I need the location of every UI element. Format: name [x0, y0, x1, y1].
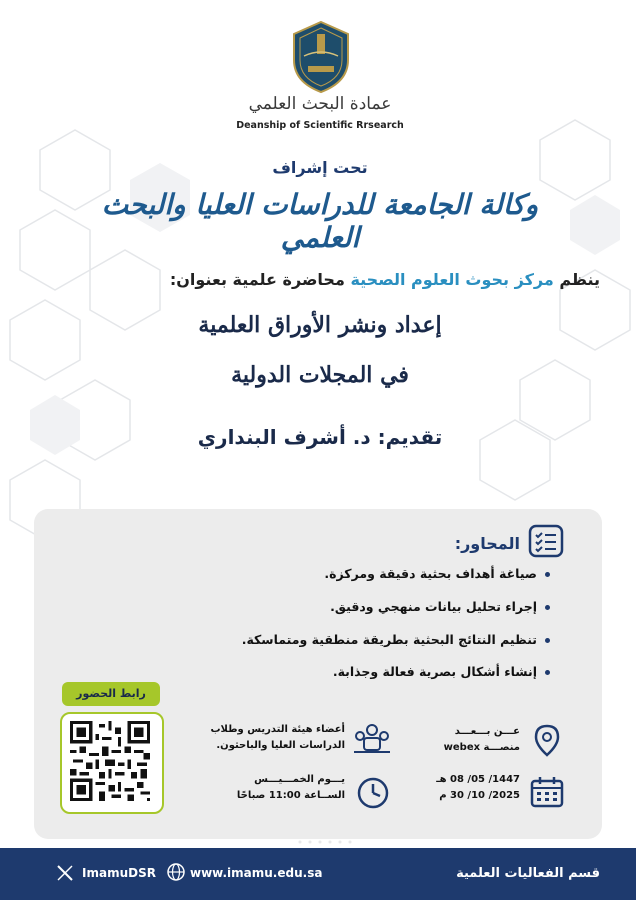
dates-text: 1447/ 05/ 08 هـ 2025/ 10/ 30 م — [436, 774, 520, 801]
footer-department: قسم الفعاليات العلمية — [456, 866, 600, 881]
bullet-icon — [545, 572, 550, 577]
axes-heading: المحاور: — [454, 534, 520, 553]
x-logo-icon — [56, 864, 74, 882]
logo-caption-arabic: عمادة البحث العلمي — [248, 94, 392, 114]
logo-emblem — [290, 20, 352, 94]
axis-item: إجراء تحليل بيانات منهجي ودقيق. — [150, 599, 550, 614]
organizer-center: مركز بحوث العلوم الصحية — [350, 270, 554, 289]
organizer-prefix: ينظم — [559, 270, 600, 289]
location-pin-icon — [532, 724, 562, 758]
audience-text: أعضاء هيئة التدريس وطلاب الدراسات العليا والباحثون. — [210, 724, 345, 751]
bullet-icon — [545, 670, 550, 675]
logo-caption-english: Deanship of Scientific Rrsearch — [236, 120, 404, 131]
lecture-title-line1: إعداد ونشر الأوراق العلمية — [198, 312, 442, 338]
organizer-line — [40, 270, 600, 289]
location-text: عـــن بـــعـــد منصـــة webex — [443, 726, 520, 753]
axis-item: إنشاء أشكال بصرية فعالة وجذابة. — [150, 664, 550, 679]
clock-icon — [356, 776, 390, 810]
organizer-suffix: محاضرة علمية بعنوان: — [169, 270, 345, 289]
checklist-icon — [528, 524, 564, 558]
attendance-link-label: رابط الحضور — [62, 682, 160, 706]
axis-item: تنظيم النتائج البحثية بطريقة منطقية ومتماسكة. — [150, 632, 550, 647]
calendar-icon — [530, 776, 564, 808]
lecture-title-line2: في المجلات الدولية — [231, 362, 409, 388]
audience-icon — [352, 722, 392, 756]
bullet-icon — [545, 605, 550, 610]
axis-item: صياغة أهداف بحثية دقيقة ومركزة. — [150, 566, 550, 581]
vice-presidency-title: وكالة الجامعة للدراسات العليا والبحث العلمي — [101, 188, 539, 254]
qr-code[interactable] — [70, 721, 150, 801]
presenter: تقديم: د. أشرف البنداري — [197, 425, 443, 449]
footer-x-handle[interactable]: ImamuDSR — [82, 866, 156, 880]
supervision-label: تحت إشراف — [272, 158, 368, 177]
bullet-icon — [545, 638, 550, 643]
footer-website-link[interactable]: www.imamu.edu.sa — [190, 866, 323, 880]
day-time-text: يـــوم الخمـــيـــس الســاعة 11:00 صباحًا — [236, 774, 345, 801]
